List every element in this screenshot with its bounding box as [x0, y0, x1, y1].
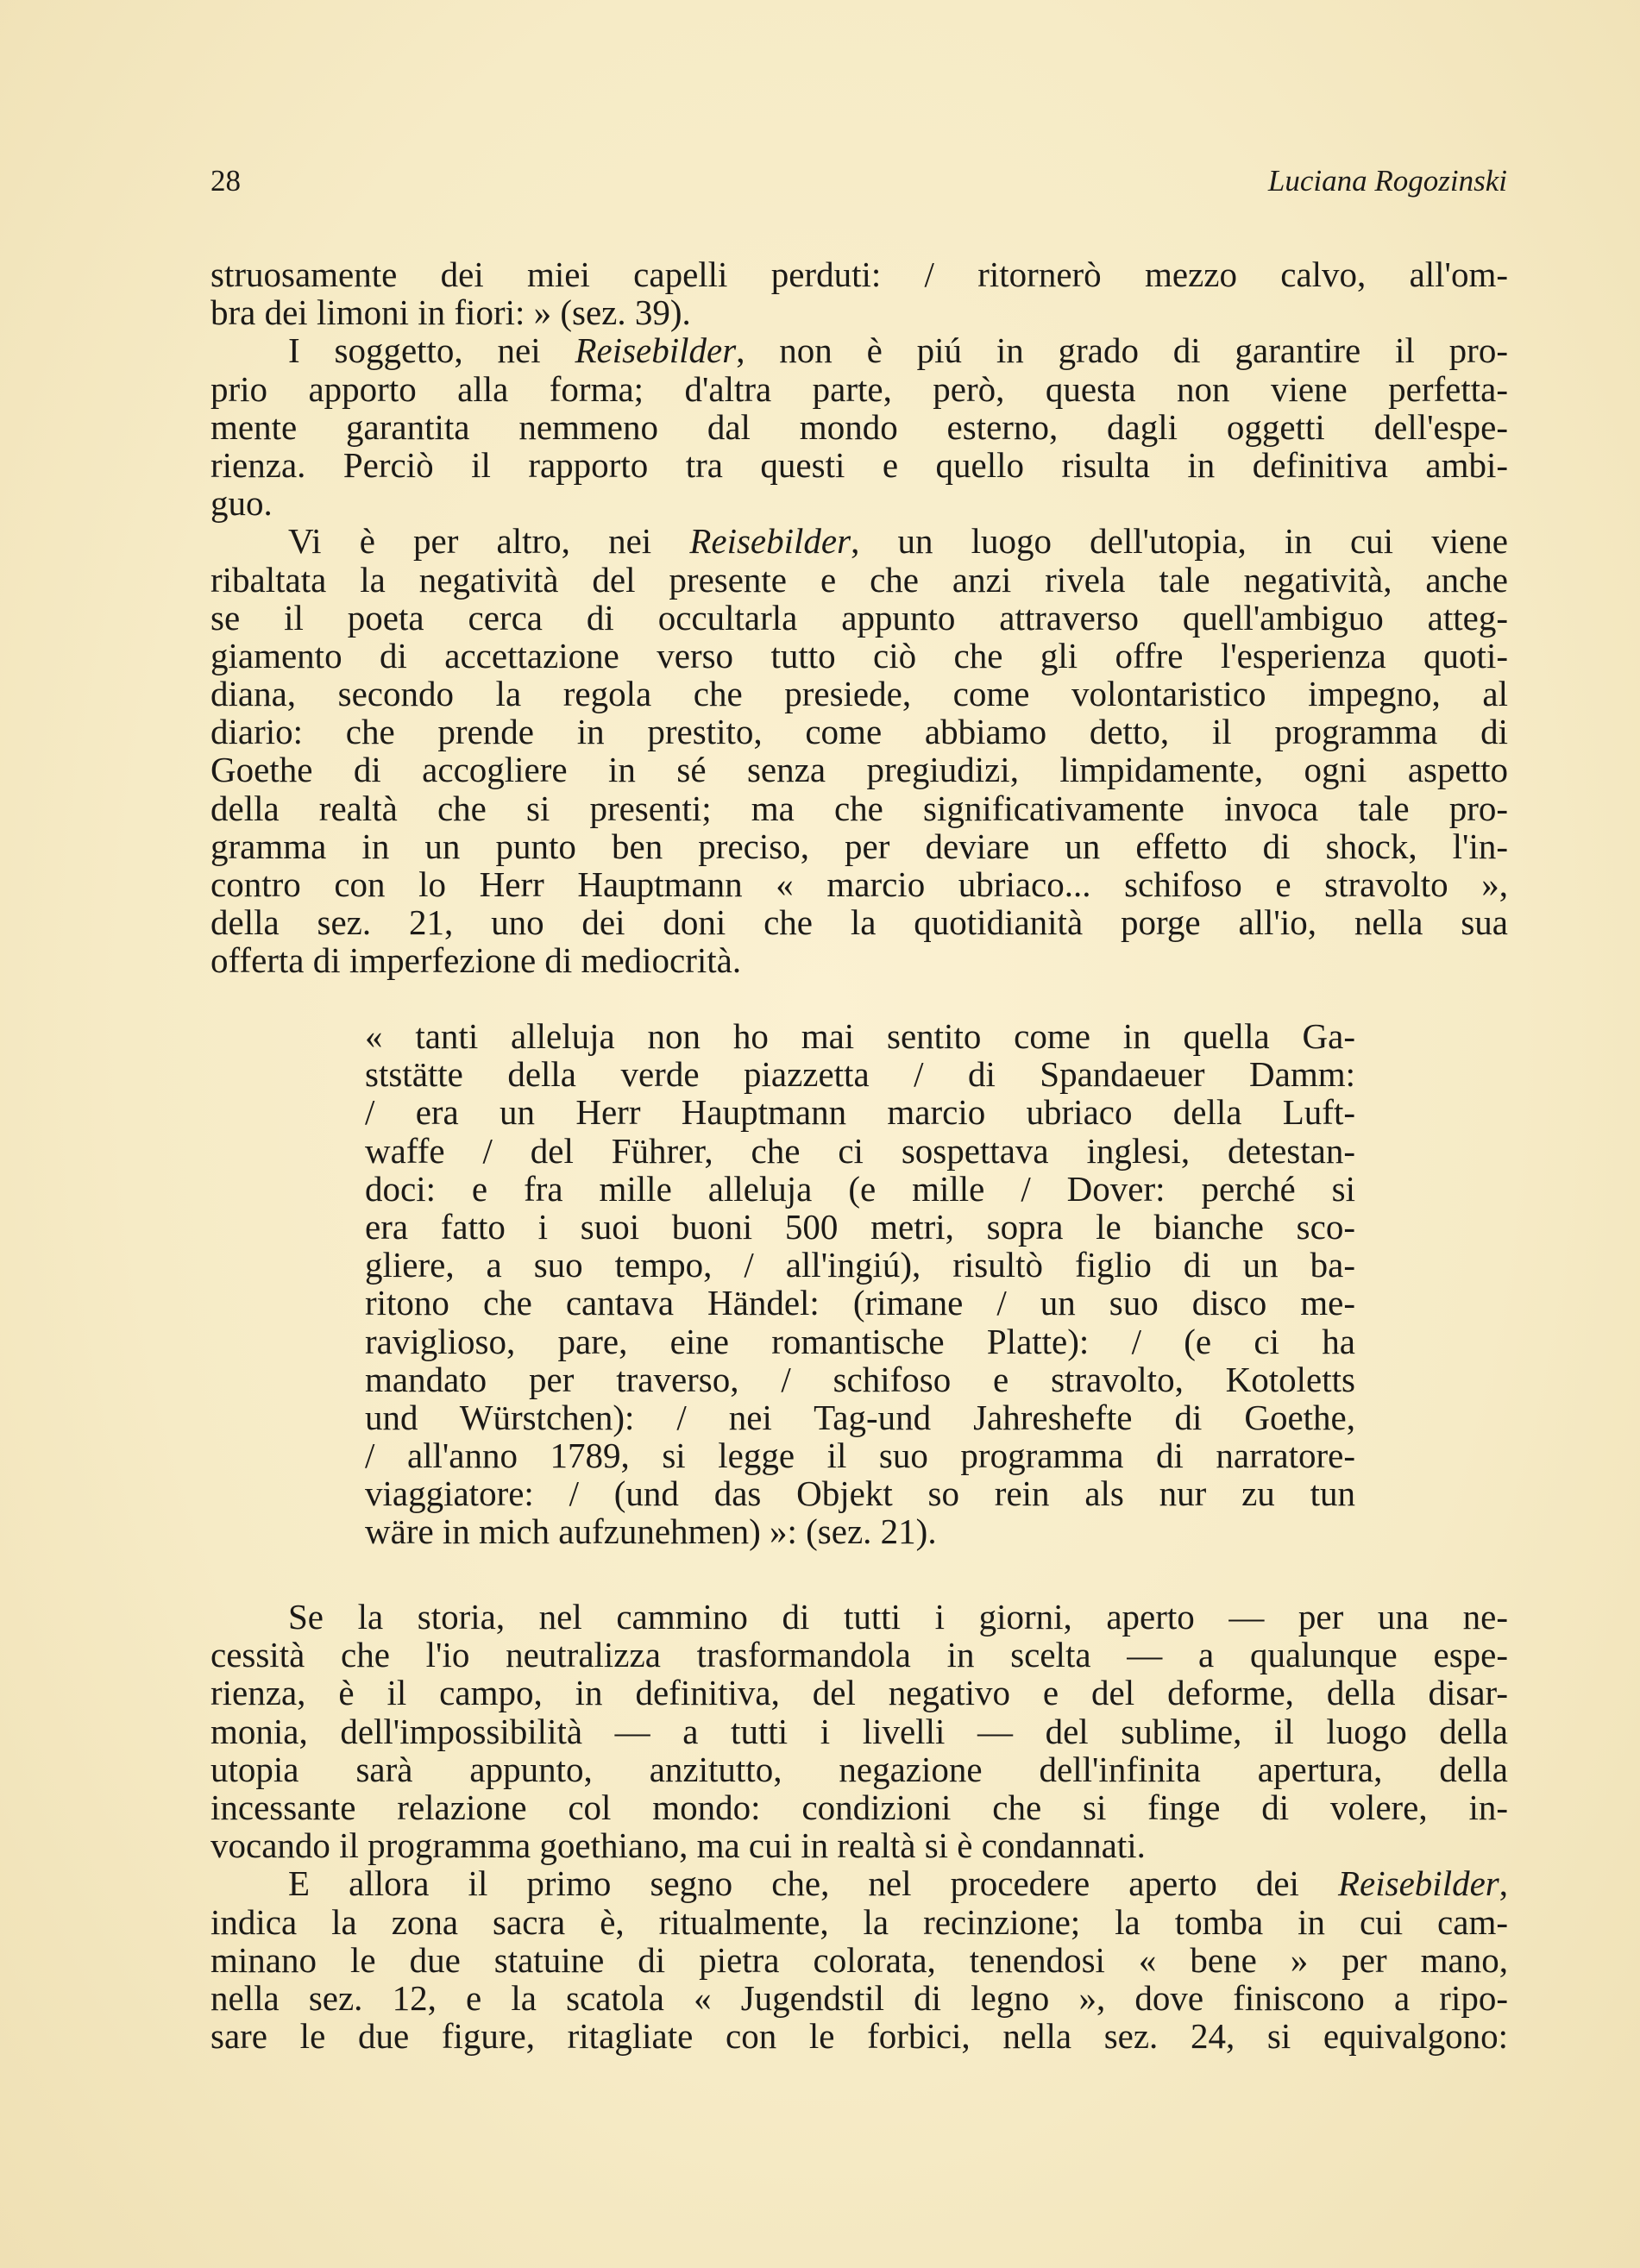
text-line: Goethe di accogliere in sé senza pregiudizi, limpidamente, ogni aspetto — [210, 750, 1508, 790]
text-line: I soggetto, nei Reisebilder, non è piú in grado di garantire il pro- — [288, 330, 1508, 371]
text-line: diario: che prende in prestito, come abbiamo detto, il programma di — [210, 712, 1508, 752]
running-head-author: Luciana Rogozinski — [1267, 164, 1507, 198]
text-line: cessità che l'io neutralizza trasformandola in scelta — a qualunque espe- — [210, 1635, 1508, 1675]
quote-line: doci: e fra mille alleluja (e mille / Dover: perché si — [365, 1168, 1355, 1209]
text-line: rienza, è il campo, in definitiva, del negativo e del deforme, della disar- — [210, 1673, 1508, 1713]
quote-line: viaggiatore: / (und das Objekt so rein als nur zu tun — [365, 1473, 1355, 1514]
text-line: Vi è per altro, nei Reisebilder, un luogo dell'utopia, in cui viene — [288, 521, 1508, 562]
quote-line: gliere, a suo tempo, / all'ingiú), risultò figlio di un ba- — [365, 1245, 1355, 1285]
quote-line: / all'anno 1789, si legge il suo programma di narratore- — [365, 1436, 1355, 1476]
page-number: 28 — [210, 164, 241, 198]
quote-line: und Würstchen): / nei Tag-und Jahreshefte di Goethe, — [365, 1397, 1355, 1437]
text-line: offerta di imperfezione di mediocrità. — [210, 940, 742, 981]
quote-line: raviglioso, pare, eine romantische Platte): / (e ci ha — [365, 1321, 1355, 1361]
text-line: Se la storia, nel cammino di tutti i giorni, aperto — per una ne- — [288, 1597, 1508, 1637]
text-line: indica la zona sacra è, ritualmente, la recinzione; la tomba in cui cam- — [210, 1901, 1508, 1942]
quote-line: waffe / del Führer, che ci sospettava inglesi, detestan- — [365, 1130, 1355, 1171]
text-line: utopia sarà appunto, anzitutto, negazione dell'infinita apertura, della — [210, 1749, 1508, 1789]
text-line: struosamente dei miei capelli perduti: / ritornerò mezzo calvo, all'om- — [210, 254, 1508, 294]
text-line: monia, dell'impossibilità — a tutti i livelli — del sublime, il luogo della — [210, 1711, 1508, 1751]
text-line: ribaltata la negatività del presente e che anzi rivela tale negatività, anche — [210, 559, 1508, 600]
quote-line: wäre in mich aufzunehmen) »: (sez. 21). — [365, 1511, 937, 1552]
text-line: E allora il primo segno che, nel procedere aperto dei Reisebilder, — [288, 1863, 1508, 1904]
text-line: bra dei limoni in fiori: » (sez. 39). — [210, 292, 691, 333]
text-line: mente garantita nemmeno dal mondo esterno, dagli oggetti dell'espe- — [210, 406, 1508, 447]
quote-line: / era un Herr Hauptmann marcio ubriaco della Luft- — [365, 1092, 1355, 1133]
text-line: rienza. Perciò il rapporto tra questi e quello risulta in definitiva ambi- — [210, 444, 1508, 485]
running-header — [210, 164, 1507, 198]
quote-line: « tanti alleluja non ho mai sentito come in quella Ga- — [365, 1016, 1355, 1056]
text-line: minano le due statuine di pietra colorata, tenendosi « bene » per mano, — [210, 1939, 1508, 1980]
text-line: se il poeta cerca di occultarla appunto attraverso quell'ambiguo atteg- — [210, 597, 1508, 638]
paragraph-block-1 — [210, 255, 1508, 980]
text-line: della realtà che si presenti; ma che significativamente invoca tale pro- — [210, 788, 1508, 828]
paragraph-block-2 — [210, 1598, 1508, 2055]
text-line: prio apporto alla forma; d'altra parte, però, questa non viene perfetta- — [210, 368, 1508, 409]
text-line: della sez. 21, uno dei doni che la quotidianità porge all'io, nella sua — [210, 902, 1508, 943]
text-line: contro con lo Herr Hauptmann « marcio ubriaco... schifoso e stravolto », — [210, 864, 1508, 904]
text-line: guo. — [210, 483, 273, 524]
text-line: sare le due figure, ritagliate con le forbici, nella sez. 24, si equivalgono: — [210, 2016, 1508, 2057]
quote-line: ritono che cantava Händel: (rimane / un suo disco me- — [365, 1283, 1355, 1323]
quote-line: mandato per traverso, / schifoso e stravolto, Kotoletts — [365, 1359, 1355, 1399]
text-line: vocando il programma goethiano, ma cui in realtà si è condannati. — [210, 1825, 1146, 1866]
text-line: diana, secondo la regola che presiede, come volontaristico impegno, al — [210, 674, 1508, 714]
quote-line: ststätte della verde piazzetta / di Spandaeuer Damm: — [365, 1054, 1355, 1095]
text-line: incessante relazione col mondo: condizioni che si finge di volere, in- — [210, 1787, 1508, 1827]
quote-line: era fatto i suoi buoni 500 metri, sopra le bianche sco- — [365, 1206, 1355, 1247]
text-line: giamento di accettazione verso tutto ciò che gli offre l'esperienza quoti- — [210, 635, 1508, 675]
text-line: gramma in un punto ben preciso, per deviare un effetto di shock, l'in- — [210, 826, 1508, 866]
text-line: nella sez. 12, e la scatola « Jugendstil di legno », dove finiscono a ripo- — [210, 1977, 1508, 2018]
block-quote — [365, 1017, 1355, 1551]
